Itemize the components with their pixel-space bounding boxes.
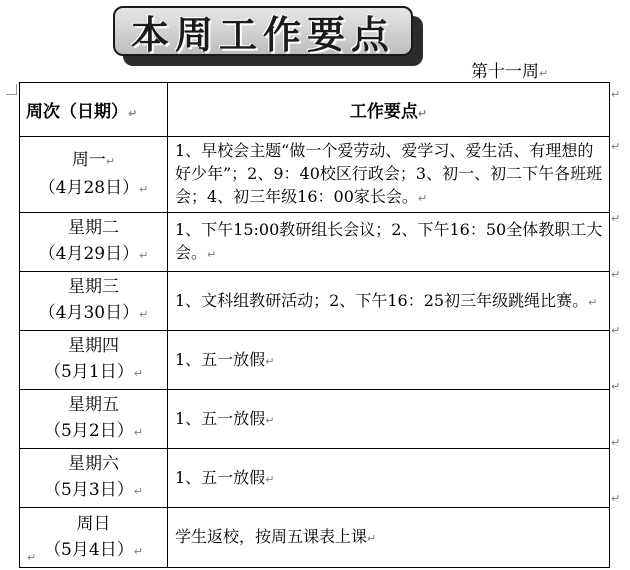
work-cell (168, 331, 610, 390)
day-name: 星期三 (68, 277, 119, 297)
paragraph-mark: ↵ (588, 295, 598, 309)
table-row (20, 331, 610, 390)
day-date: （4月29日） (38, 244, 140, 264)
header-week-date-text: 周次（日期） (26, 102, 128, 122)
row-end-mark: ↵ (611, 268, 621, 281)
paragraph-mark: ↵ (139, 308, 149, 321)
day-name: 周日 (76, 513, 111, 534)
row-end-mark: ↵ (611, 324, 621, 337)
day-cell (20, 331, 168, 390)
paragraph-mark: ↵ (128, 107, 138, 120)
title-box (113, 6, 413, 56)
day-cell (20, 449, 168, 508)
paragraph-mark: ↵ (133, 485, 143, 498)
schedule-table (19, 82, 610, 568)
paragraph-mark: ↵ (133, 367, 143, 380)
work-cell (168, 213, 610, 272)
week-text: 第十一周 (471, 62, 539, 82)
corner-mark (6, 84, 17, 95)
row-end-mark: ↵ (611, 492, 621, 505)
row-end-mark: ↵ (611, 212, 621, 225)
work-text: 1、早校会主题“做一个爱劳动、爱学习、爱生活、有理想的好少年”；2、9：40校区行政会；3、初一、初二下午各班班会；4、初三年级16：00家长会。 (175, 141, 603, 206)
paragraph-mark: ↵ (105, 154, 116, 168)
table-row (20, 390, 610, 449)
row-end-mark: ↵ (611, 140, 621, 153)
work-text: 1、五一放假 (175, 349, 266, 369)
table-header-row (20, 83, 610, 137)
paragraph-mark: ↵ (417, 192, 428, 205)
day-name: 星期五 (68, 395, 119, 415)
paragraph-mark: ↵ (265, 472, 275, 486)
work-text: 1、五一放假 (175, 467, 266, 487)
table-row (20, 137, 610, 213)
day-date: （5月1日） (44, 362, 134, 382)
table-row (20, 449, 610, 508)
paragraph-mark: ↵ (139, 182, 149, 196)
paragraph-mark: ↵ (367, 532, 377, 545)
header-work-points (168, 83, 610, 137)
header-work-points-text: 工作要点 (349, 102, 418, 122)
table-row (20, 213, 610, 272)
row-end-mark: ↵ (611, 436, 621, 449)
day-name: 星期六 (68, 454, 119, 474)
day-name: 星期四 (68, 336, 119, 356)
paragraph-mark: ↵ (265, 354, 275, 368)
day-cell (20, 272, 168, 331)
title-banner (113, 6, 425, 68)
page-title: 本周工作要点 (130, 12, 395, 57)
work-text: 学生返校，按周五课表上课 (175, 527, 368, 546)
paragraph-mark: ↵ (265, 413, 275, 427)
day-date: （5月2日） (44, 421, 134, 441)
day-date: （4月28日） (38, 177, 140, 198)
day-name: 周一 (71, 149, 106, 170)
work-text: 1、文科组教研活动；2、下午16：25初三年级跳绳比赛。 (175, 290, 589, 310)
work-cell (168, 508, 610, 568)
end-paragraph-mark: ↵ (27, 551, 37, 564)
day-cell (20, 213, 168, 272)
day-cell (20, 390, 168, 449)
day-cell (20, 508, 168, 568)
work-cell (168, 449, 610, 508)
paragraph-mark: ↵ (417, 107, 428, 120)
day-date: （5月3日） (44, 480, 134, 500)
paragraph-mark: ↵ (133, 426, 143, 439)
day-cell (20, 137, 168, 213)
row-end-mark: ↵ (611, 88, 621, 101)
work-cell (168, 137, 610, 213)
day-date: （4月30日） (38, 303, 140, 323)
work-cell (168, 390, 610, 449)
week-label (471, 57, 548, 82)
work-text: 1、五一放假 (175, 408, 266, 428)
row-end-mark: ↵ (611, 380, 621, 393)
paragraph-mark: ↵ (139, 249, 149, 262)
header-week-date (20, 83, 168, 137)
work-text: 1、下午15:00教研组长会议；2、下午16：50全体教职工大会。 (175, 220, 603, 262)
day-name: 星期二 (68, 218, 119, 238)
work-cell (168, 272, 610, 331)
paragraph-mark: ↵ (207, 248, 217, 261)
table-row (20, 272, 610, 331)
paragraph-mark: ↵ (133, 544, 143, 558)
table-row (20, 508, 610, 568)
paragraph-mark: ↵ (539, 67, 549, 80)
day-date: （5月4日） (44, 539, 134, 560)
